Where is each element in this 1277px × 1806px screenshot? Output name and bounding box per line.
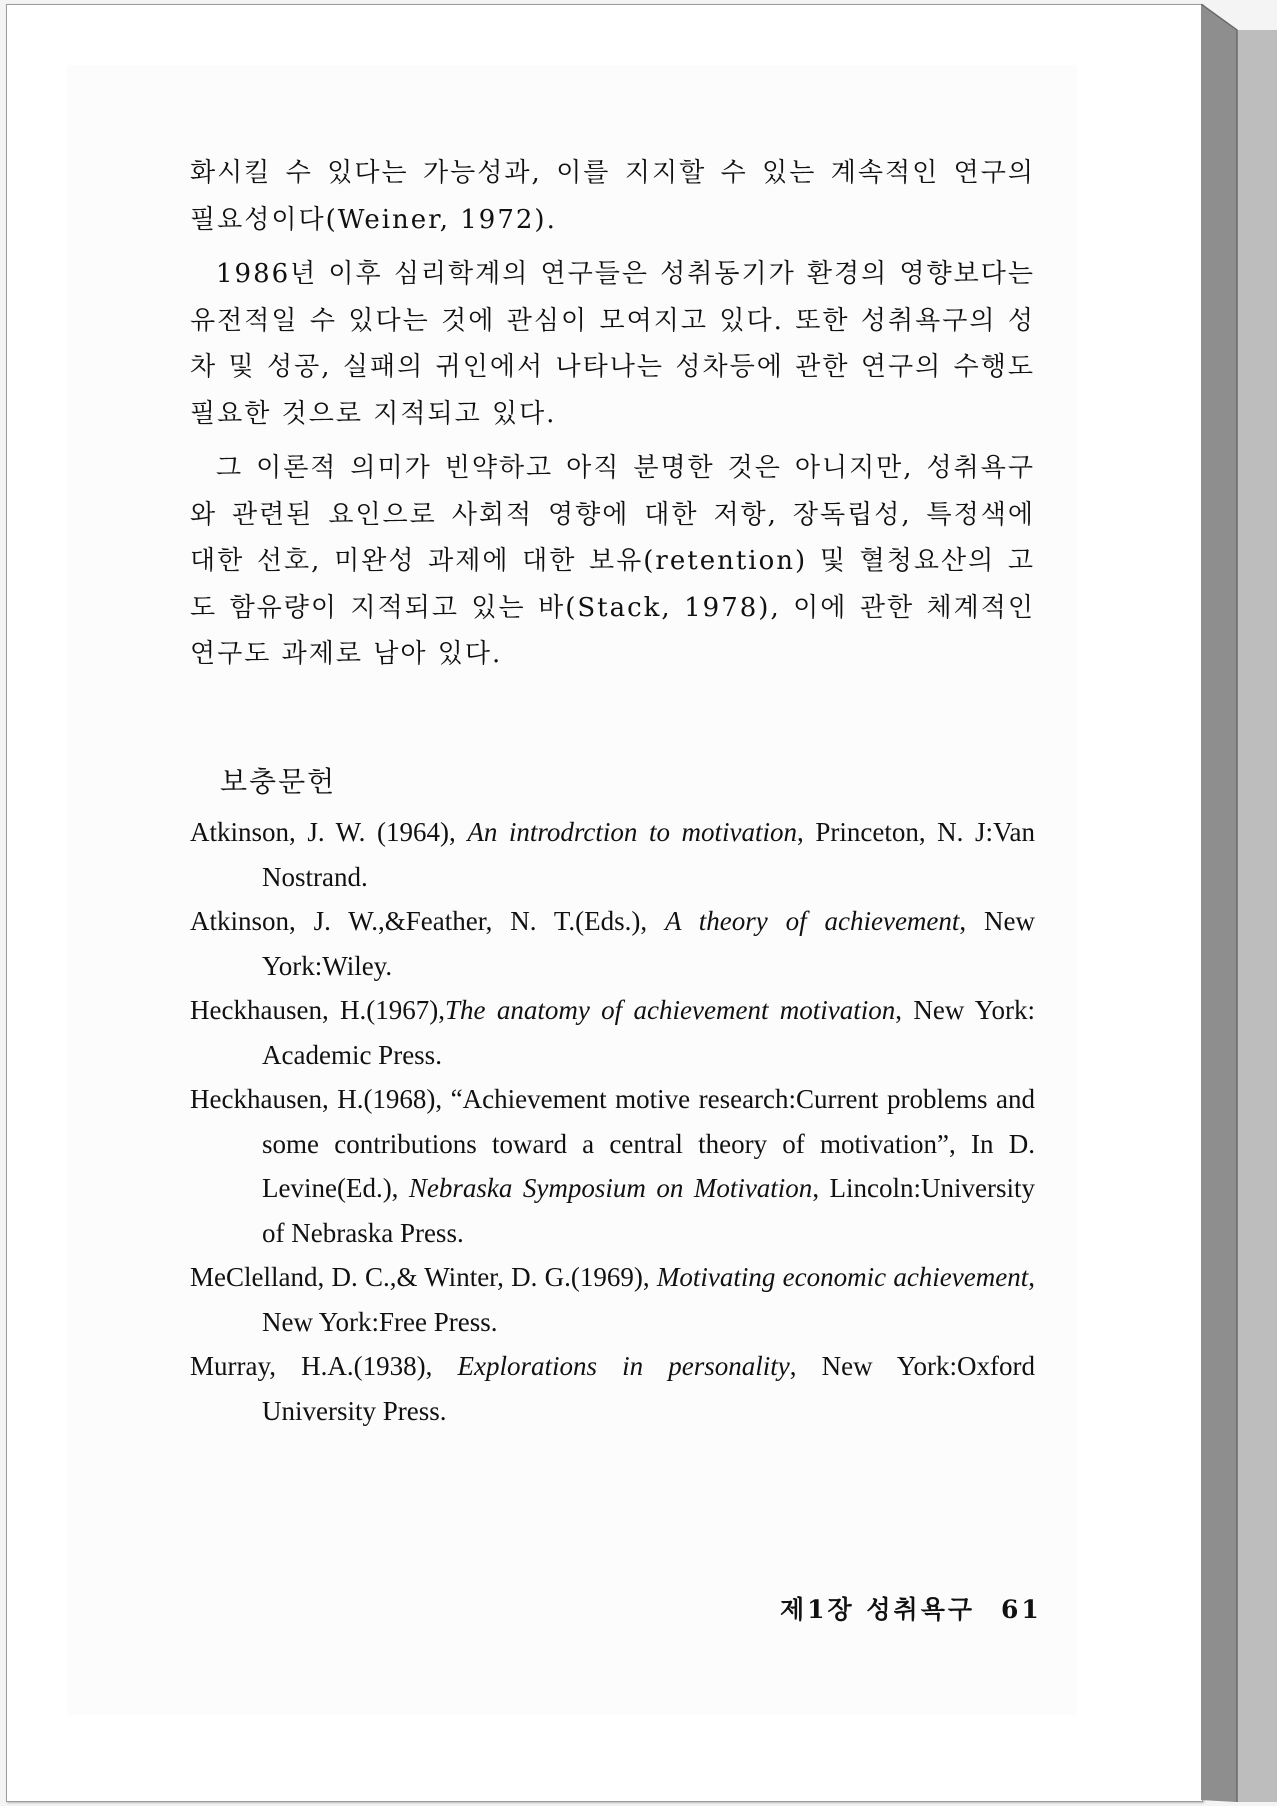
reference-title: The anatomy of achievement motivation <box>445 995 896 1025</box>
reference-title: An introdrction to motivation <box>467 817 798 847</box>
reference-authors: Murray, H.A.(1938), <box>190 1351 458 1381</box>
reference-publisher: , Lincoln:University of Nebraska Press. <box>262 1173 1036 1248</box>
reference-authors: Heckhausen, H.(1967), <box>190 995 446 1025</box>
reference-item <box>190 810 1035 899</box>
reference-publisher: , New York:Wiley. <box>262 906 1036 981</box>
chapter-title: 제1장 성취욕구 <box>780 1595 975 1624</box>
book-edge-3d <box>1201 4 1277 1802</box>
references-list <box>190 810 1035 1433</box>
paragraph-3: 그 이론적 의미가 빈약하고 아직 분명한 것은 아니지만, 성취욕구와 관련된 요인으로 사회적 영향에 대한 저항, 장독립성, 특정색에 대한 선호, 미완성 과제에 대한 보유(retention) 및 혈청요산의 고도 함유량이 지적되고 있는 바(Stack, 1978), 이에 관한 체계적인 연구도 과제로 남아 있다. <box>190 453 1035 669</box>
reference-authors: MeClelland, D. C.,& Winter, D. G.(1969), <box>190 1262 657 1292</box>
reference-publisher: , New York:Free Press. <box>262 1262 1035 1337</box>
reference-publisher: , New York: Academic Press. <box>262 995 1035 1070</box>
reference-title: Nebraska Symposium on Motivation <box>408 1173 813 1203</box>
reference-publisher: , New York:Oxford University Press. <box>262 1351 1036 1426</box>
paragraph-1: 화시킬 수 있다는 가능성과, 이를 지지할 수 있는 계속적인 연구의 필요성이다(Weiner, 1972). <box>190 158 1035 235</box>
references-heading: 보충문헌 <box>220 765 337 798</box>
reference-item <box>190 1344 1035 1433</box>
reference-authors: Atkinson, J. W.,&Feather, N. T.(Eds.), <box>190 906 665 936</box>
reference-item <box>190 1077 1035 1255</box>
reference-authors: Heckhausen, H.(1968), “Achievement motive research:Current problems and some contributions toward a central theory of motivation”, In D. Levine(Ed.), <box>190 1084 1035 1203</box>
reference-item <box>190 1255 1035 1344</box>
reference-item <box>190 988 1035 1077</box>
reference-publisher: , Princeton, N. J:Van Nostrand. <box>262 817 1035 892</box>
page-footer <box>780 1590 1042 1626</box>
paragraph-2: 1986년 이후 심리학계의 연구들은 성취동기가 환경의 영향보다는 유전적일 수 있다는 것에 관심이 모여지고 있다. 또한 성취욕구의 성차 및 성공, 실패의 귀인에서 나타나는 성차등에 관한 연구의 수행도 필요한 것으로 지적되고 있다. <box>190 259 1035 429</box>
reference-item <box>190 899 1035 988</box>
body-text <box>190 150 1035 686</box>
page-number: 61 <box>1001 1595 1042 1624</box>
reference-title: Explorations in personality <box>457 1351 790 1381</box>
reference-authors: Atkinson, J. W. (1964), <box>190 817 468 847</box>
reference-title: Motivating economic achievement <box>656 1262 1029 1292</box>
reference-title: A theory of achievement <box>664 906 960 936</box>
